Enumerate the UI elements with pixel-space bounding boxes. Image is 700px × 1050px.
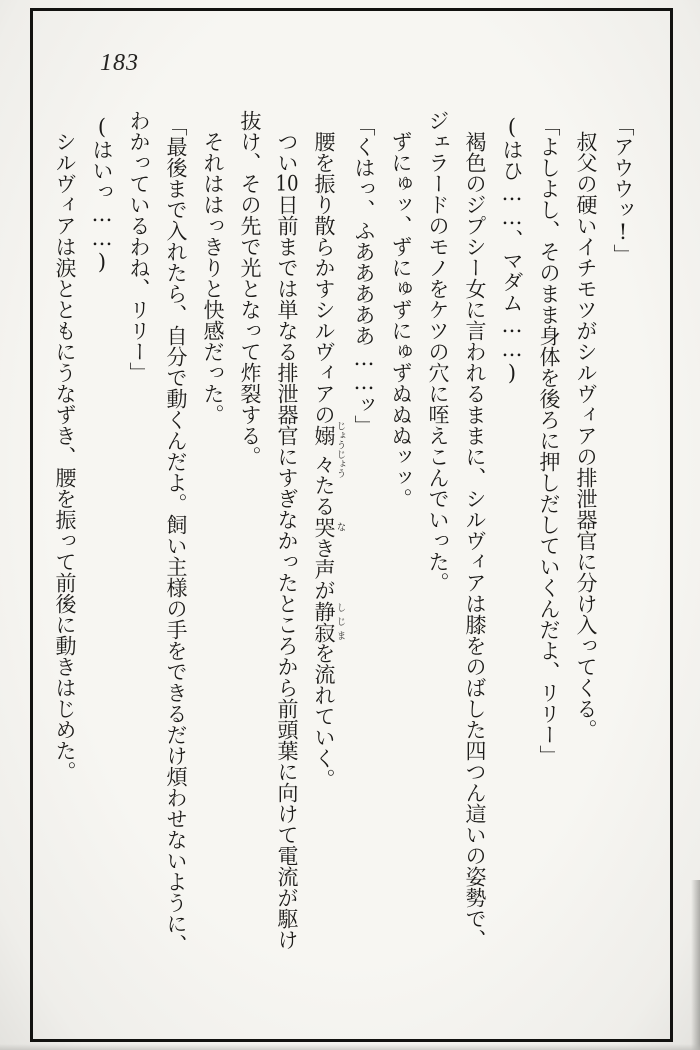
text-line: 褐色のジプシー女に言われるままに、シルヴィアは膝をのばした四つん這いの姿勢で、 — [463, 131, 487, 950]
text-line: 腰を振り散らかすシルヴィアの嫋々じょうじょうたる哭なき声が静寂しじまを流れていく。 — [312, 131, 346, 790]
horizontal-number-in-vertical-text: 10 — [275, 173, 299, 194]
text-line: (はいっ……) — [90, 115, 114, 274]
scan-artifact-right — [691, 880, 700, 1050]
text-line: つい10日前までは単なる排泄器官にすぎなかったところから前頭葉に向けて電流が駆け — [275, 131, 299, 950]
text-line: 抜け、その先で光となって炸裂する。 — [238, 110, 262, 467]
text-line: (はひ……、マダム……) — [500, 115, 524, 385]
text-line: わかっているわね、リリー」 — [127, 110, 151, 383]
text-columns — [46, 110, 641, 1022]
ruby-annotated-word: 哭な — [312, 516, 346, 538]
text-line: 「よしよし、そのまま身体を後ろに押しだしていくんだよ、リリー」 — [537, 115, 561, 766]
ruby-annotated-word: 静寂しじま — [312, 600, 346, 643]
text-line: 「アウウッ!」 — [611, 115, 635, 265]
text-line: ジェラードのモノをケツの穴に咥えこんでいった。 — [426, 110, 450, 593]
text-line: 叔父の硬いイチモツがシルヴィアの排泄器官に分け入ってくる。 — [574, 131, 598, 740]
text-line: 「最後まで入れたら、自分で動くんだよ。飼い主様の手をできるだけ煩わせないように、 — [164, 115, 188, 955]
text-line: シルヴィアは涙とともにうなずき、腰を振って前後に動きはじめた。 — [53, 131, 77, 782]
ruby-annotated-word: 嫋々じょうじょう — [312, 421, 346, 479]
scan-artifact-bottom — [0, 1044, 700, 1050]
page-number: 183 — [100, 50, 139, 76]
text-line: 「くはっ、ふあああああ……ッ」 — [352, 115, 376, 436]
text-line: それははっきりと快感だった。 — [201, 131, 225, 425]
text-line: ずにゅッ、ずにゅずにゅずぬぬぬッッ。 — [389, 131, 413, 509]
